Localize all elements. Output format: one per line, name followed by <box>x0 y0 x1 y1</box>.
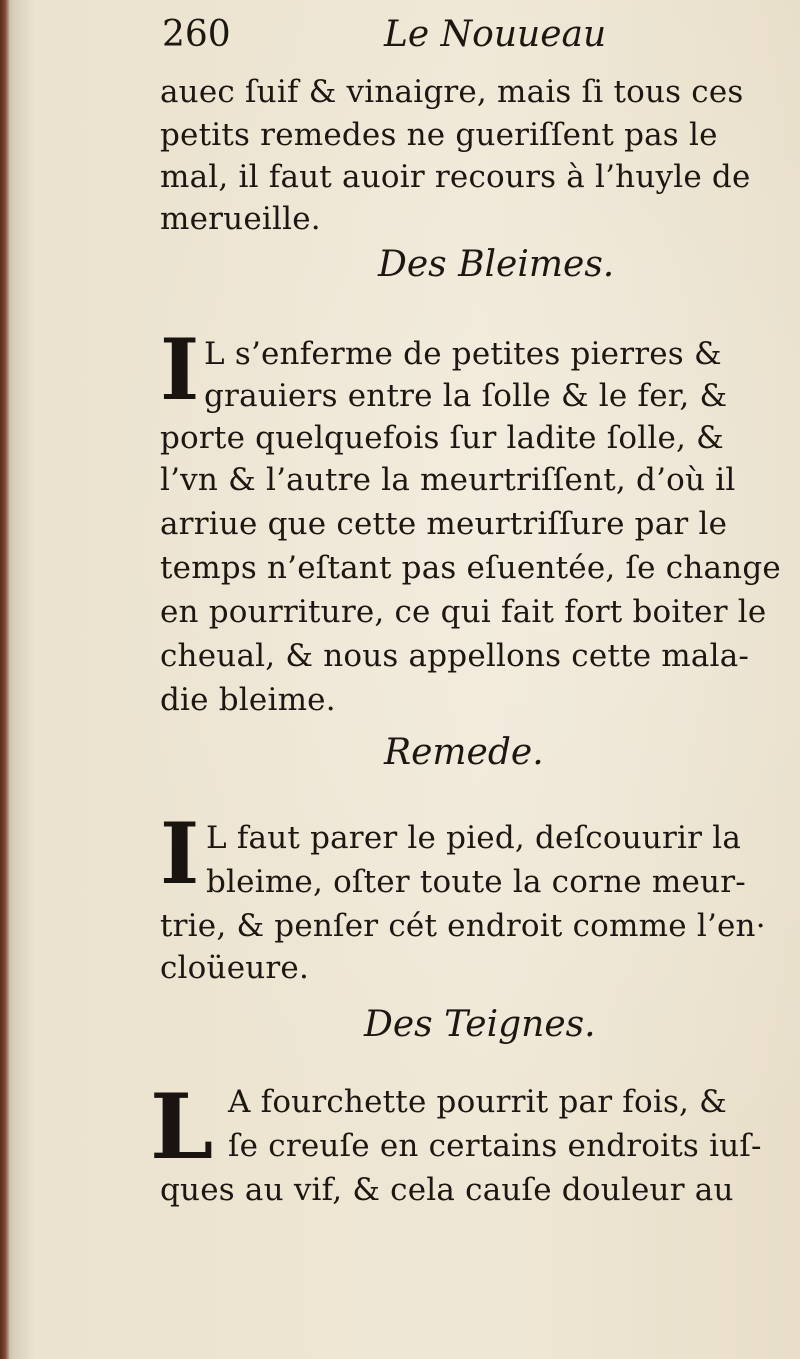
paragraph-line: cheual, & nous appellons cette mala- <box>160 638 750 674</box>
page-number: 260 <box>162 14 231 55</box>
section-heading-teignes: Des Teignes. <box>364 1004 596 1045</box>
drop-cap: L <box>150 1074 214 1180</box>
page-binding-edge <box>0 0 10 1359</box>
intro-line: merueille. <box>160 201 321 237</box>
intro-line: mal, il faut auoir recours à l’huyle de <box>160 159 751 195</box>
paragraph-line: grauiers entre la ſolle & le fer, & <box>204 378 728 414</box>
drop-cap: I <box>160 320 200 419</box>
paragraph-line: arriue que cette meurtriſſure par le <box>160 506 728 542</box>
intro-line: auec ſuif & vinaigre, mais ſi tous ces <box>160 74 744 110</box>
paragraph-line: l’vn & l’autre la meurtriſſent, d’où il <box>160 462 736 498</box>
paragraph-line: porte quelquefois ſur ladite ſolle, & <box>160 420 724 456</box>
paragraph-line: ques au vif, & cela cauſe douleur au <box>160 1172 734 1208</box>
paragraph-line: L s’enferme de petites pierres & <box>204 336 722 372</box>
section-heading-bleimes: Des Bleimes. <box>378 244 615 285</box>
running-title: Le Nouueau <box>384 14 607 55</box>
paragraph-line: ſe creuſe en certains endroits iuſ- <box>228 1128 762 1164</box>
intro-line: petits remedes ne gueriſſent pas le <box>160 117 718 153</box>
paragraph-line: en pourriture, ce qui fait fort boiter le <box>160 594 767 630</box>
drop-cap: I <box>160 804 200 903</box>
section-heading-remede: Remede. <box>384 732 544 773</box>
page-header <box>162 14 762 74</box>
paragraph-line: L faut parer le pied, deſcouurir la <box>206 820 742 856</box>
paragraph-line: cloüeure. <box>160 950 310 986</box>
paragraph-line: temps n’eſtant pas eſuentée, ſe change <box>160 550 781 586</box>
paragraph-line: die bleime. <box>160 682 336 718</box>
paragraph-line: trie, & penſer cét endroit comme l’en· <box>160 908 766 944</box>
paragraph-line: bleime, oſter toute la corne meur- <box>206 864 746 900</box>
paragraph-line: A fourchette pourrit par fois, & <box>228 1084 727 1120</box>
